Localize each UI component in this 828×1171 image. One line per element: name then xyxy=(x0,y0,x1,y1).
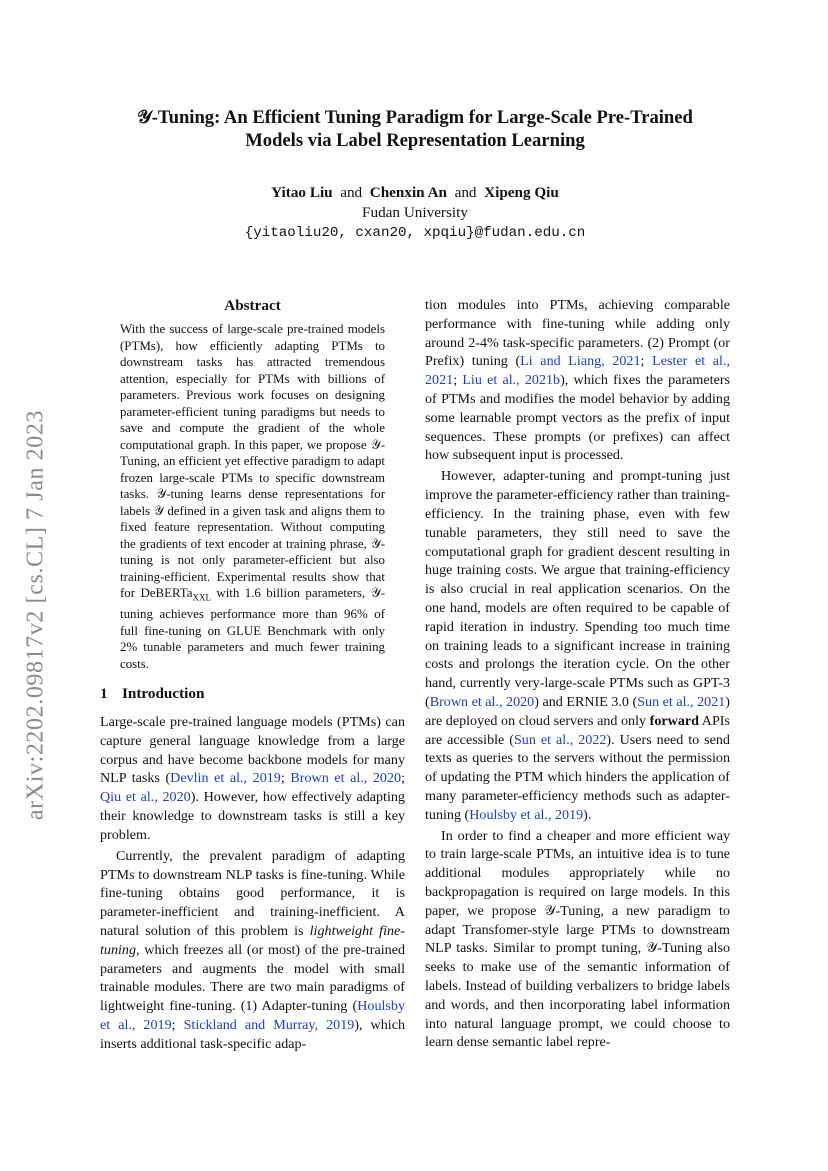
citation-link[interactable]: Sun et al., 2021 xyxy=(637,693,726,710)
abstract-heading: Abstract xyxy=(224,297,281,314)
paragraph-text: APIs are accessible ( xyxy=(425,712,730,748)
paragraph-text: Currently, the prevalent paradigm of adapting PTMs to downstream NLP tasks is fine-tuning. While fine-tuning obtains good performance, it is parameter-inefficient and training-inefficient. A natural solution of this problem is xyxy=(100,847,405,940)
citation-link[interactable]: Brown et al., 2020 xyxy=(429,693,535,710)
citation-link[interactable]: Lester et al., 2021 xyxy=(425,353,730,389)
paragraph-text: ), which inserts additional task-specific adap- xyxy=(100,1017,405,1052)
paragraph-text: ; xyxy=(401,770,405,787)
abstract-text-part: With the success of large-scale pre-trained models (PTMs), how efficiently adapting PTMs to downstream tasks has attracted tremendous attention, especially for PTMs with billions of parameters. Previous work focuses on designing parameter-efficient tuning paradigms but needs to save and compute the gradient of the whole computational graph. In this paper, we propose 𝒴-Tuning, an efficient yet effective paradigm to adapt frozen large-scale PTMs to specific downstream tasks. 𝒴-tuning learns dense representations for labels 𝒴 defined in a given task and aligns them to fixed feature representation. Without computing the gradients of text encoder at training phrase, 𝒴-tuning is not only parameter-efficient but also training-efficient. Experimental results show that for DeBERTa xyxy=(120,322,385,600)
body-paragraph-continued xyxy=(425,296,730,465)
paragraph-text: ). However, how effectively adapting their knowledge to downstream tasks is still a key problem. xyxy=(100,789,405,843)
arxiv-sidebar-stamp xyxy=(16,380,56,850)
citation-link[interactable]: Sun et al., 2022 xyxy=(513,731,607,748)
paragraph-text: ; xyxy=(171,1017,184,1034)
paragraph-text: ; xyxy=(280,770,291,787)
title-line-2: Models via Label Representation Learning xyxy=(245,130,585,151)
paragraph-text: tion modules into PTMs, achieving comparable performance with fine-tuning while adding only around 2-4% task-specific parameters. (2) Prompt (or Prefix) tuning ( xyxy=(425,297,730,370)
author-names xyxy=(100,183,730,203)
paper-title xyxy=(100,106,730,152)
paragraph-text: ) and ERNIE 3.0 ( xyxy=(534,693,638,710)
abstract-subscript: XXL xyxy=(192,592,211,603)
author-name: Yitao Liu xyxy=(271,184,333,201)
affiliation: Fudan University xyxy=(362,204,468,221)
paragraph-text: , which freezes all (or most) of the pre-trained parameters and augments the model with small trainable modules. There are two main paradigms of lightweight fine-tuning. (1) Adapter-tuning ( xyxy=(100,941,405,1015)
abstract-text-part: with 1.6 billion parameters, 𝒴-tuning achieves performance more than 96% of full fine-tuning on GLUE Benchmark with only 2% tunable parameters and much fewer training costs. xyxy=(120,586,385,671)
paragraph-text: ). xyxy=(583,806,592,823)
citation-link[interactable]: Devlin et al., 2019 xyxy=(170,770,281,787)
paragraph-text: ; xyxy=(640,353,653,370)
paragraph-text: However, adapter-tuning and prompt-tuning just improve the parameter-efficiency rather than training-efficiency. In the training phase, even with few tunable parameters, they still need to save the computational graph for gradient descent resulting in huge training costs. We argue that training-efficiency is also crucial in real application scenarios. On the one hand, models are often required to be capable of rapid iteration in industry. Spending too much time on training leads to a significant increase in training costs and prolongs the iteration cycle. On the other hand, currently very-large-scale PTMs such as GPT-3 ( xyxy=(425,468,730,710)
body-paragraph xyxy=(425,467,730,824)
right-column xyxy=(425,296,730,1052)
citation-link[interactable]: Stickland and Murray, 2019 xyxy=(183,1017,355,1034)
paragraph-text: ) are deployed on cloud servers and only xyxy=(425,693,730,729)
bold-text: forward xyxy=(649,712,699,729)
citation-link[interactable]: Li and Liang, 2021 xyxy=(520,353,641,370)
title-line-1: 𝒴-Tuning: An Efficient Tuning Paradigm for Large-Scale Pre-Trained xyxy=(137,107,693,128)
citation-link[interactable]: Houlsby et al., 2019 xyxy=(469,806,584,823)
abstract-text xyxy=(120,321,385,672)
paragraph-text: ), which fixes the parameters of PTMs and modifies the model behavior by adding some learnable prompt vectors as the prefix of input sequences. These prompts (or prefixes) can affect how subsequent input is processed. xyxy=(425,372,730,464)
left-column xyxy=(100,296,405,1054)
paragraph-text: ; xyxy=(453,372,463,389)
section-title: Introduction xyxy=(122,685,205,703)
section-number: 1 xyxy=(100,685,108,703)
section-heading-introduction xyxy=(100,684,405,704)
citation-link[interactable]: Qiu et al., 2020 xyxy=(100,789,191,806)
author-name: Xipeng Qiu xyxy=(484,184,559,201)
author-name: Chenxin An xyxy=(369,184,447,201)
emphasis-text: lightweight fine-tuning xyxy=(100,923,405,958)
citation-link[interactable]: Houlsby et al., 2019 xyxy=(100,998,405,1034)
author-separator: and xyxy=(454,184,477,201)
intro-paragraph-1 xyxy=(100,713,405,845)
citation-link[interactable]: Brown et al., 2020 xyxy=(290,770,402,787)
paragraph-text: ). Users need to send texts as queries to the servers without the permission of updating the PTM which hinders the application of many parameter-efficiency methods such as adapter-tuning ( xyxy=(425,731,730,823)
body-paragraph: In order to find a cheaper and more efficient way to train large-scale PTMs, an intuitive idea is to tune additional modules appropriately while no backpropagation is required on large models. In this paper, we propose 𝒴-Tuning, a new paradigm to adapt Transfomer-style large PTMs to downstream NLP tasks. Similar to prompt tuning, 𝒴-Tuning also seeks to make use of the semantic information of labels. Instead of building verbalizers to bridge labels and words, and then incorporating label information into natural language prompt, we could choose to learn dense semantic label repre- xyxy=(425,827,730,1051)
author-emails: {yitaoliu20, cxan20, xpqiu}@fudan.edu.cn xyxy=(244,225,586,241)
citation-link[interactable]: Liu et al., 2021b xyxy=(462,372,561,389)
author-separator: and xyxy=(340,184,363,201)
author-block xyxy=(100,183,730,243)
intro-paragraph-2 xyxy=(100,847,405,1054)
paragraph-text: Large-scale pre-trained language models (PTMs) can capture general language knowledge from a large corpus and have become backbone models for many NLP tasks ( xyxy=(100,714,405,787)
arxiv-id: arXiv:2202.09817v2 [cs.CL] 7 Jan 2023 xyxy=(22,409,49,821)
